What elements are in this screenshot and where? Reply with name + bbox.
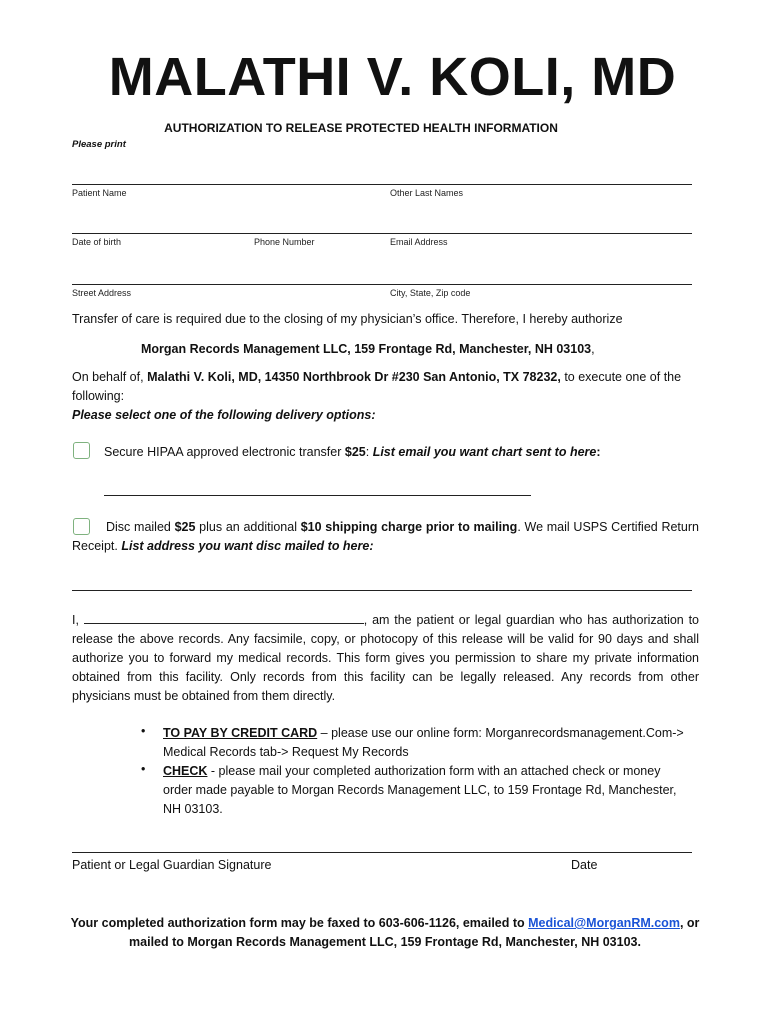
- signature-label: Patient or Legal Guardian Signature: [72, 858, 272, 872]
- form-subtitle: AUTHORIZATION TO RELEASE PROTECTED HEALTH INFORMATION: [164, 121, 558, 135]
- dob-phone-email-line[interactable]: [72, 233, 692, 234]
- footer-suffix: , or: [679, 916, 700, 930]
- signature-line[interactable]: [72, 852, 692, 853]
- electronic-transfer-option: [104, 443, 704, 462]
- disc-price: $25: [174, 520, 196, 534]
- date-label: Date: [571, 858, 598, 872]
- electronic-end: :: [596, 445, 601, 459]
- city-state-zip-label: City, State, Zip code: [390, 288, 471, 298]
- check-item: [163, 762, 693, 819]
- phone-number-label: Phone Number: [254, 237, 315, 247]
- footer-line-1: [40, 914, 730, 933]
- recipient-comma: ,: [591, 342, 595, 356]
- guardian-name-line[interactable]: [84, 613, 364, 624]
- email-link[interactable]: Medical@MorganRM.com: [528, 916, 680, 930]
- please-print-note: Please print: [72, 139, 126, 150]
- credit-text: – please use our online form: Morganrecordsmanagement.Com-> Medical Records tab-> Request My Records: [163, 726, 684, 759]
- disc-shipping: $10 shipping charge prior to mailing: [300, 520, 518, 534]
- email-address-label: Email Address: [390, 237, 448, 247]
- electronic-colon: :: [365, 445, 373, 459]
- check-label: CHECK: [163, 764, 208, 778]
- patient-name-label: Patient Name: [72, 188, 127, 198]
- credit-label: TO PAY BY CREDIT CARD: [163, 726, 318, 740]
- electronic-prompt: List email you want chart sent to here: [372, 445, 597, 459]
- authorization-paragraph: [72, 611, 699, 706]
- footer-prefix: Your completed authorization form may be faxed to 603-606-1126, emailed to: [70, 916, 529, 930]
- disc-address-line[interactable]: [72, 590, 692, 591]
- electronic-text: Secure HIPAA approved electronic transfer: [104, 445, 345, 459]
- check-bullet: •: [141, 762, 146, 776]
- electronic-transfer-checkbox[interactable]: [73, 442, 90, 459]
- address-line[interactable]: [72, 284, 692, 285]
- behalf-physician: Malathi V. Koli, MD, 14350 Northbrook Dr #230 San Antonio, TX 78232,: [147, 370, 561, 384]
- disc-text: Disc mailed: [106, 520, 175, 534]
- transfer-text: Transfer of care is required due to the closing of my physician’s office. Therefore, I hereby authorize: [72, 312, 623, 326]
- behalf-suffix: to execute one of the following:: [72, 370, 682, 403]
- patient-name-line[interactable]: [72, 184, 692, 185]
- email-entry-line[interactable]: [104, 495, 531, 496]
- disc-after: . We mail USPS Certified Return Receipt.: [72, 520, 699, 553]
- disc-mid: plus an additional: [195, 520, 301, 534]
- electronic-price: $25: [344, 445, 366, 459]
- date-of-birth-label: Date of birth: [72, 237, 122, 247]
- behalf-paragraph: [72, 368, 702, 406]
- page-title: MALATHI V. KOLI, MD: [108, 47, 677, 107]
- authorization-text: , am the patient or legal guardian who has authorization to release the above records. Any facsimile, copy, or photocopy of this release will be valid for 90 days and shall authorize you to forward my medical records. This form gives you permission to share my private information obtained from this facility. Only records from this facility can be legally released. Any records from other physicians must be obtained from them directly.: [72, 613, 699, 703]
- credit-card-item: [163, 724, 703, 762]
- disc-prompt: List address you want disc mailed to here:: [121, 539, 374, 553]
- disc-mailed-option: [72, 518, 699, 556]
- other-last-names-label: Other Last Names: [390, 188, 464, 198]
- recipient-name: Morgan Records Management LLC, 159 Frontage Rd, Manchester, NH 03103: [141, 342, 592, 356]
- footer-line-2: mailed to Morgan Records Management LLC, 159 Frontage Rd, Manchester, NH 03103.: [129, 935, 641, 949]
- street-address-label: Street Address: [72, 288, 132, 298]
- recipient-address: [141, 340, 701, 359]
- check-text: - please mail your completed authorization form with an attached check or money order made payable to Morgan Records Management LLC, to 159 Frontage Rd, Manchester, NH 03103.: [163, 764, 677, 816]
- credit-bullet: •: [141, 724, 146, 738]
- select-prompt: Please select one of the following delivery options:: [72, 408, 376, 422]
- authorization-prefix: I,: [72, 613, 84, 627]
- behalf-prefix: On behalf of,: [72, 370, 148, 384]
